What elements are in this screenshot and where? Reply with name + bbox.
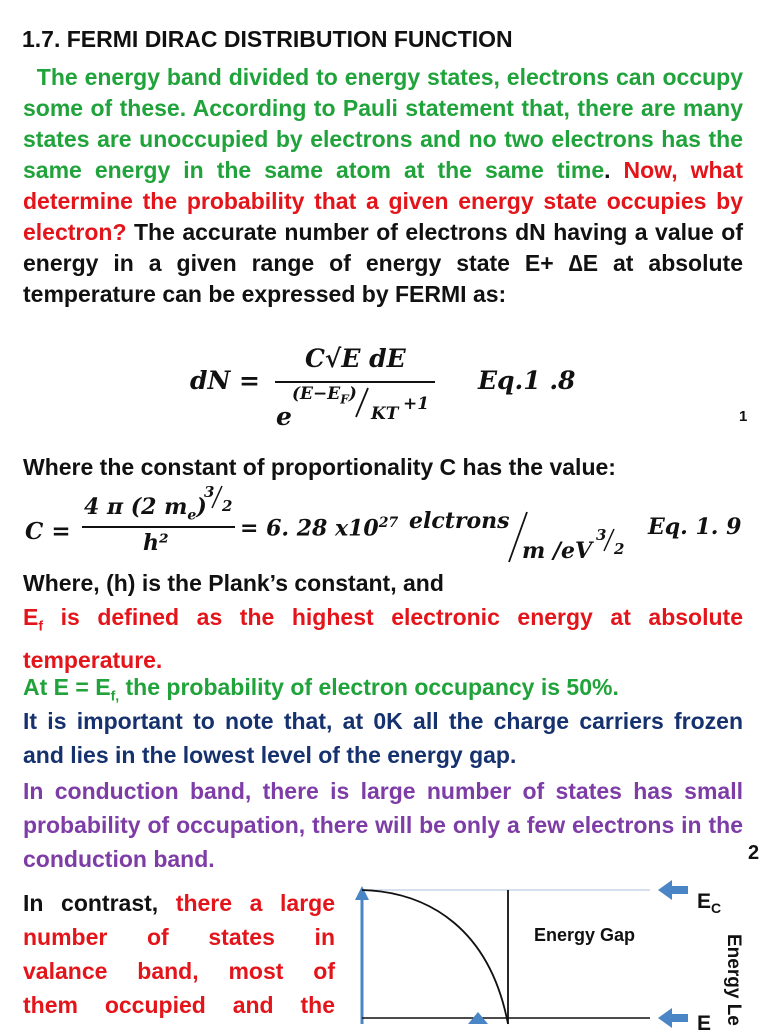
eq19-numerator: 4 π (2 $m_e$)	[84, 494, 207, 524]
period: .	[604, 157, 611, 183]
conduction-band-note: In conduction band, there is large number of states has small probability of occupation, there will be only a few electrons in the conduction band.	[23, 778, 743, 872]
contrast-line-2: number of states in	[23, 924, 335, 950]
eq18-lhs: dN =	[190, 366, 260, 395]
intro-paragraph	[23, 62, 743, 310]
energy-gap-label: Energy Gap	[534, 925, 636, 945]
fermi-expression-text: The accurate number of electrons dN having a value of energy in a given range of energy state E+ ∆E at absolute temperature can be expressed by FERMI as:	[23, 219, 744, 307]
eq19-label: Eq. 1. 9	[648, 514, 742, 540]
ev-label: E	[697, 1012, 712, 1035]
eq18-numerator: C√E dE	[305, 344, 406, 373]
section-heading: 1.7. FERMI DIRAC DISTRIBUTION FUNCTION	[22, 26, 513, 52]
eq18-base: e	[276, 402, 292, 431]
eq19-num-exp-top: 3	[204, 483, 215, 501]
eq19-unit-exp-bottom: 2	[614, 540, 625, 558]
contrast-line-3: valance band, most of	[23, 958, 335, 984]
eq18-kt: KT	[371, 404, 399, 424]
contrast-line-4: them occupied and the	[23, 992, 335, 1018]
ec-label: $E_C$	[697, 890, 722, 917]
at-ef-statement: At $E = E_{f,}$ the probability of electron occupancy is 50%.	[23, 674, 619, 704]
eq18-label: Eq.1 .8	[478, 366, 576, 395]
eq18-fraction-bar	[275, 381, 435, 383]
eq19-fraction-bar	[82, 526, 235, 528]
eq18-exponent: $(E-E_F)$	[292, 384, 357, 407]
where-h: Where, (h) is the Plank’s constant, and	[23, 570, 444, 596]
contrast-paragraph	[23, 886, 335, 1022]
eq19-unit-top: elctrons	[409, 508, 510, 534]
important-note: It is important to note that, at 0K all the charge carriers frozen and lies in the lowest level of the energy gap.	[23, 708, 743, 768]
ef-definition: $E_f$ is defined as the highest electronic energy at absolute temperature.	[23, 604, 743, 673]
slide-number-2: 2	[748, 842, 760, 864]
contrast-line-1: In contrast, there a large	[23, 890, 335, 916]
eq19-unit-bottom: m /eV	[522, 538, 593, 564]
eq19-num-exp-bottom: 2	[222, 497, 233, 515]
probability-question: Now, what determine the probability that a given energy state occupies by electron?	[23, 157, 743, 245]
constant-intro: Where the constant of proportionality C has the value:	[23, 454, 616, 480]
eq19-denominator: h²	[143, 530, 169, 556]
energy-level-axis-label: Energy Le	[723, 934, 744, 1026]
eq18-plus-one: +1	[403, 394, 430, 414]
eq19-unit-exp-top: 3	[596, 526, 607, 544]
slide-number-1: 1	[739, 408, 748, 425]
pauli-statement: The energy band divided to energy states, electrons can occupy some of these. According to Pauli statement that, there are many states are unoccupied by electrons and no two electrons has the same energy in the same atom at the same time	[23, 64, 744, 183]
eq19-value: = 6. 28 $x10^{27}$	[240, 515, 399, 542]
eq19-lhs: C =	[25, 518, 71, 545]
